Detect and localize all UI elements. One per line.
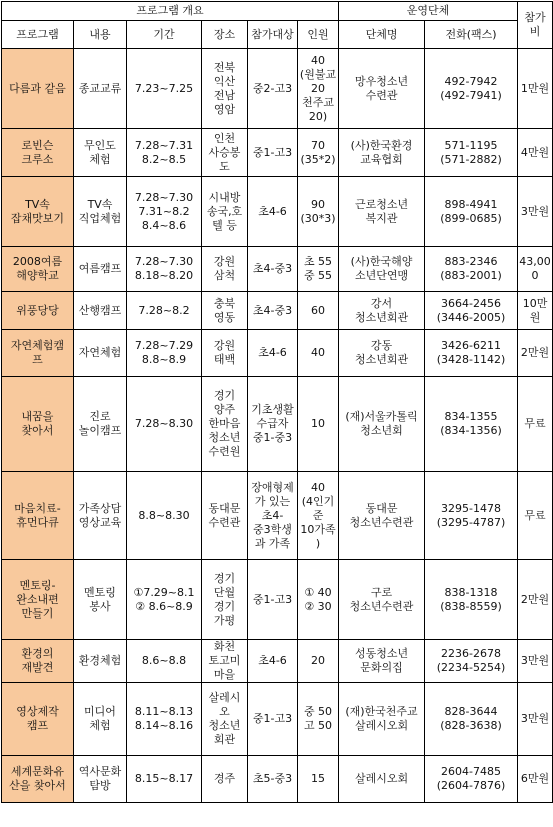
program-name: 환경의 재발견 bbox=[2, 640, 74, 683]
fee-cell: 6만원 bbox=[518, 756, 553, 803]
content-cell: 역사문화 탐방 bbox=[74, 756, 127, 803]
period-cell: 8.8~8.30 bbox=[127, 472, 202, 560]
col-program: 프로그램 bbox=[2, 21, 74, 49]
org-cell: 살레시오회 bbox=[339, 756, 425, 803]
place-cell: 경기 단월 경기 가평 bbox=[202, 560, 248, 640]
program-name: TV속 잡채맛보기 bbox=[2, 177, 74, 247]
col-phone: 전화(팩스) bbox=[425, 21, 518, 49]
org-cell: 동대문 청소년수련관 bbox=[339, 472, 425, 560]
org-cell: 구로 청소년수련관 bbox=[339, 560, 425, 640]
people-cell: 40 (4인기 준 10가족 ) bbox=[298, 472, 339, 560]
target-cell: 기초생활 수급자 중1-중3 bbox=[248, 377, 298, 472]
program-name: 멘토링- 완소내편 만들기 bbox=[2, 560, 74, 640]
program-name: 위풍당당 bbox=[2, 292, 74, 330]
phone-cell: 2236-2678 (2234-5254) bbox=[425, 640, 518, 683]
period-cell: 7.28~7.29 8.8~8.9 bbox=[127, 330, 202, 377]
place-cell: 화천 토고미 마을 bbox=[202, 640, 248, 683]
operator-header: 운영단체 bbox=[339, 2, 518, 21]
program-name: 2008여름 해양학교 bbox=[2, 247, 74, 292]
target-cell: 중2-고3 bbox=[248, 49, 298, 129]
fee-cell: 2만원 bbox=[518, 560, 553, 640]
table-row bbox=[2, 292, 553, 330]
period-cell: 8.15~8.17 bbox=[127, 756, 202, 803]
content-cell: 산행캠프 bbox=[74, 292, 127, 330]
fee-cell: 3만원 bbox=[518, 640, 553, 683]
program-name: 세계문화유 산을 찾아서 bbox=[2, 756, 74, 803]
table-row bbox=[2, 640, 553, 683]
col-target: 참가대상 bbox=[248, 21, 298, 49]
fee-cell: 4만원 bbox=[518, 129, 553, 177]
period-cell: 7.28~7.31 8.2~8.5 bbox=[127, 129, 202, 177]
org-cell: 강동 청소년회관 bbox=[339, 330, 425, 377]
people-cell: ① 40 ② 30 bbox=[298, 560, 339, 640]
people-cell: 40 bbox=[298, 330, 339, 377]
period-cell: 7.28~8.30 bbox=[127, 377, 202, 472]
phone-cell: 834-1355 (834-1356) bbox=[425, 377, 518, 472]
target-cell: 중1-고3 bbox=[248, 683, 298, 756]
target-cell: 장애형제 가 있는 초4- 중3학생 과 가족 bbox=[248, 472, 298, 560]
phone-cell: 571-1195 (571-2882) bbox=[425, 129, 518, 177]
fee-cell: 43,00 0 bbox=[518, 247, 553, 292]
place-cell: 경주 bbox=[202, 756, 248, 803]
target-cell: 초4-중3 bbox=[248, 247, 298, 292]
program-name: 로빈슨 크루소 bbox=[2, 129, 74, 177]
fee-cell: 10만 원 bbox=[518, 292, 553, 330]
table-row bbox=[2, 247, 553, 292]
table-row bbox=[2, 129, 553, 177]
period-cell: 8.6~8.8 bbox=[127, 640, 202, 683]
place-cell: 충북 영동 bbox=[202, 292, 248, 330]
people-cell: 20 bbox=[298, 640, 339, 683]
content-cell: 미디어 체험 bbox=[74, 683, 127, 756]
table-row bbox=[2, 756, 553, 803]
col-content: 내용 bbox=[74, 21, 127, 49]
fee-header: 참가 비 bbox=[518, 2, 553, 49]
phone-cell: 898-4941 (899-0685) bbox=[425, 177, 518, 247]
table-row bbox=[2, 330, 553, 377]
phone-cell: 2604-7485 (2604-7876) bbox=[425, 756, 518, 803]
people-cell: 70 (35*2) bbox=[298, 129, 339, 177]
phone-cell: 492-7942 (492-7941) bbox=[425, 49, 518, 129]
place-cell: 경기 양주 한마음 청소년 수련원 bbox=[202, 377, 248, 472]
col-people: 인원 bbox=[298, 21, 339, 49]
program-name: 마음치료- 휴먼다큐 bbox=[2, 472, 74, 560]
content-cell: 가족상담 영상교육 bbox=[74, 472, 127, 560]
col-place: 장소 bbox=[202, 21, 248, 49]
org-cell: 강서 청소년회관 bbox=[339, 292, 425, 330]
people-cell: 초 55 중 55 bbox=[298, 247, 339, 292]
col-period: 기간 bbox=[127, 21, 202, 49]
target-cell: 중1-고3 bbox=[248, 129, 298, 177]
period-cell: 7.28~7.30 7.31~8.2 8.4~8.6 bbox=[127, 177, 202, 247]
fee-cell: 1만원 bbox=[518, 49, 553, 129]
place-cell: 강원 태백 bbox=[202, 330, 248, 377]
org-cell: (재)한국천주교 살레시오회 bbox=[339, 683, 425, 756]
content-cell: 자연체험 bbox=[74, 330, 127, 377]
program-name: 다름과 같음 bbox=[2, 49, 74, 129]
table-row bbox=[2, 560, 553, 640]
program-name: 자연체험캠 프 bbox=[2, 330, 74, 377]
content-cell: 여름캠프 bbox=[74, 247, 127, 292]
table-row bbox=[2, 377, 553, 472]
org-cell: (사)한국환경 교육협회 bbox=[339, 129, 425, 177]
place-cell: 시내방 송국,호 텔 등 bbox=[202, 177, 248, 247]
people-cell: 10 bbox=[298, 377, 339, 472]
place-cell: 살레시 오 청소년 회관 bbox=[202, 683, 248, 756]
content-cell: 환경체험 bbox=[74, 640, 127, 683]
period-cell: 7.23~7.25 bbox=[127, 49, 202, 129]
program-name: 영상제작 캠프 bbox=[2, 683, 74, 756]
target-cell: 초4-6 bbox=[248, 330, 298, 377]
people-cell: 중 50 고 50 bbox=[298, 683, 339, 756]
phone-cell: 3295-1478 (3295-4787) bbox=[425, 472, 518, 560]
target-cell: 초4-중3 bbox=[248, 292, 298, 330]
period-cell: 8.11~8.13 8.14~8.16 bbox=[127, 683, 202, 756]
content-cell: 진로 놀이캠프 bbox=[74, 377, 127, 472]
period-cell: 7.28~8.2 bbox=[127, 292, 202, 330]
target-cell: 중1-고3 bbox=[248, 560, 298, 640]
org-cell: (재)서울카톨릭 청소년회 bbox=[339, 377, 425, 472]
people-cell: 40 (원불교 20 천주교 20) bbox=[298, 49, 339, 129]
table-row bbox=[2, 683, 553, 756]
target-cell: 초4-6 bbox=[248, 177, 298, 247]
period-cell: ①7.29~8.1 ② 8.6~8.9 bbox=[127, 560, 202, 640]
phone-cell: 883-2346 (883-2001) bbox=[425, 247, 518, 292]
fee-cell: 2만원 bbox=[518, 330, 553, 377]
table-row bbox=[2, 472, 553, 560]
fee-cell: 3만원 bbox=[518, 683, 553, 756]
fee-cell: 무료 bbox=[518, 472, 553, 560]
org-cell: (사)한국해양 소년단연맹 bbox=[339, 247, 425, 292]
content-cell: TV속 직업체험 bbox=[74, 177, 127, 247]
fee-cell: 무료 bbox=[518, 377, 553, 472]
overview-header: 프로그램 개요 bbox=[2, 2, 339, 21]
content-cell: 멘토링 봉사 bbox=[74, 560, 127, 640]
org-cell: 근로청소년 복지관 bbox=[339, 177, 425, 247]
org-cell: 망우청소년 수련관 bbox=[339, 49, 425, 129]
people-cell: 90 (30*3) bbox=[298, 177, 339, 247]
period-cell: 7.28~7.30 8.18~8.20 bbox=[127, 247, 202, 292]
people-cell: 60 bbox=[298, 292, 339, 330]
place-cell: 전북 익산 전남 영암 bbox=[202, 49, 248, 129]
table-row bbox=[2, 49, 553, 129]
content-cell: 무인도 체험 bbox=[74, 129, 127, 177]
phone-cell: 3426-6211 (3428-1142) bbox=[425, 330, 518, 377]
phone-cell: 3664-2456 (3446-2005) bbox=[425, 292, 518, 330]
place-cell: 인천 사승봉 도 bbox=[202, 129, 248, 177]
target-cell: 초5-중3 bbox=[248, 756, 298, 803]
fee-cell: 3만원 bbox=[518, 177, 553, 247]
place-cell: 동대문 수련관 bbox=[202, 472, 248, 560]
phone-cell: 828-3644 (828-3638) bbox=[425, 683, 518, 756]
programs-table bbox=[1, 1, 553, 803]
org-cell: 성동청소년 문화의집 bbox=[339, 640, 425, 683]
col-org: 단체명 bbox=[339, 21, 425, 49]
target-cell: 초4-6 bbox=[248, 640, 298, 683]
program-name: 내꿈을 찾아서 bbox=[2, 377, 74, 472]
table-row bbox=[2, 177, 553, 247]
content-cell: 종교교류 bbox=[74, 49, 127, 129]
phone-cell: 838-1318 (838-8559) bbox=[425, 560, 518, 640]
place-cell: 강원 삼척 bbox=[202, 247, 248, 292]
people-cell: 15 bbox=[298, 756, 339, 803]
